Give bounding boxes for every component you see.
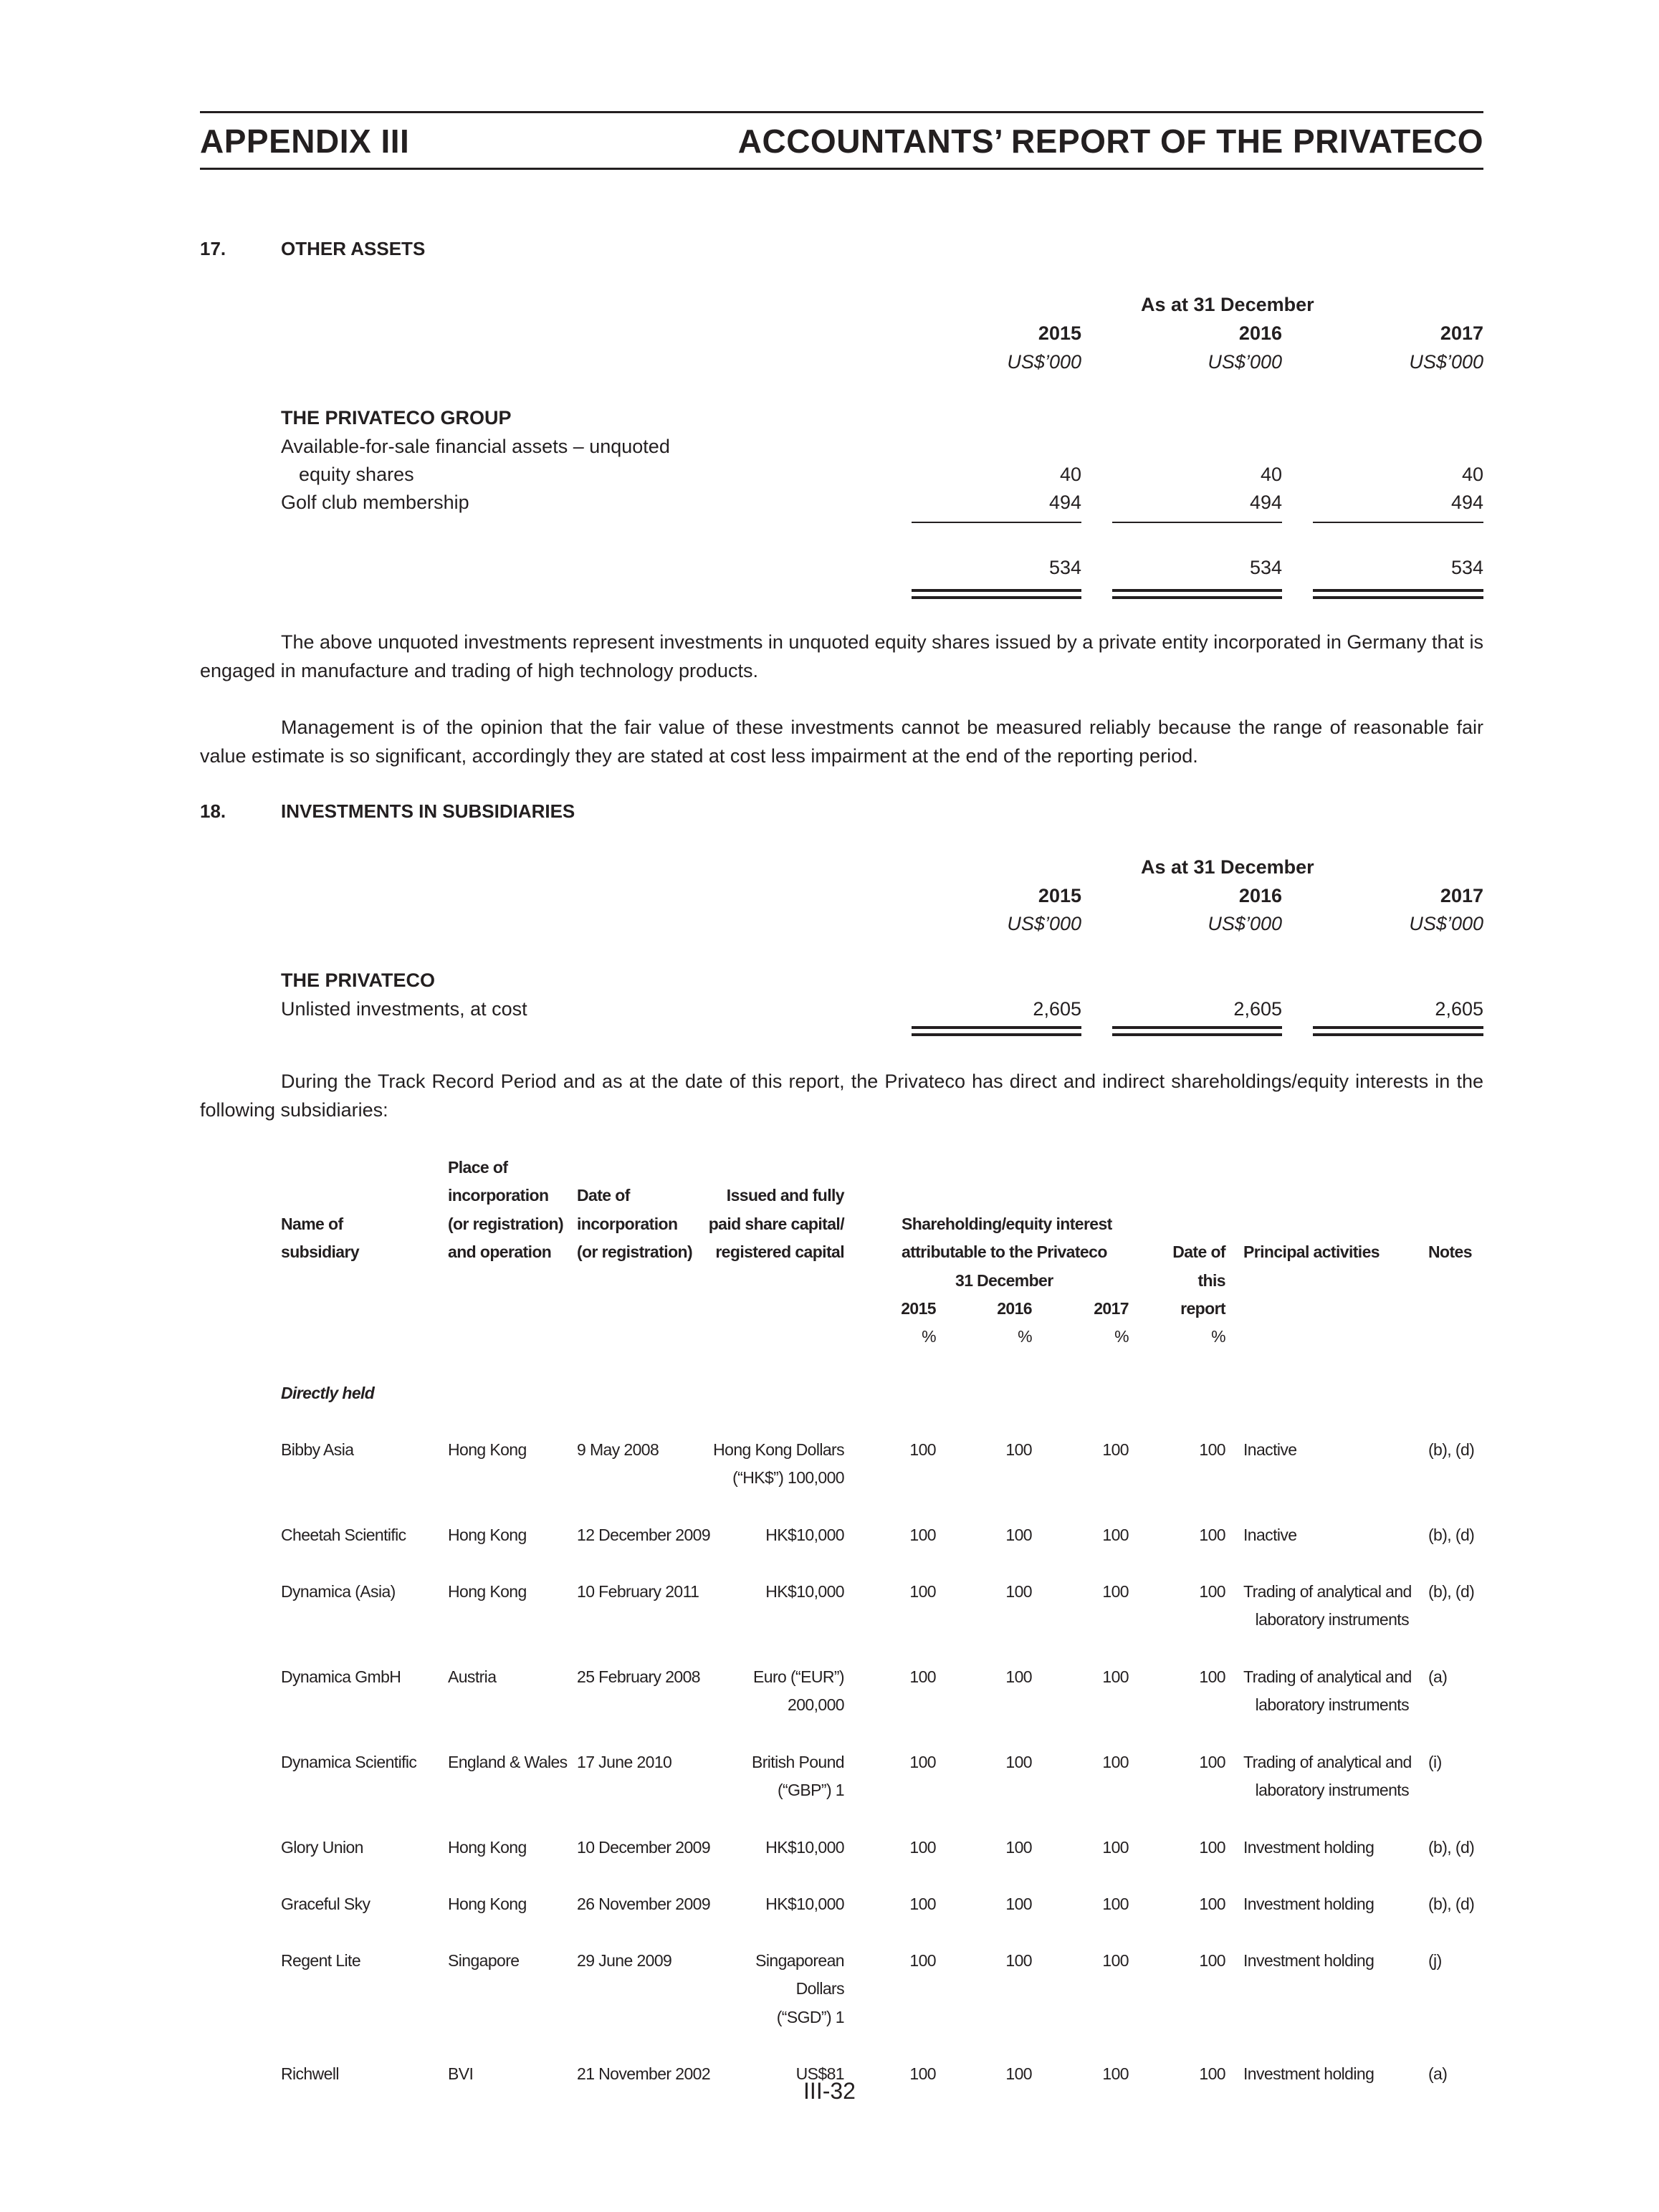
hdr-capital-2: paid share capital/ xyxy=(708,1215,844,1233)
interest-2015: 100 xyxy=(909,1582,936,1601)
pct-2016: % xyxy=(1018,1327,1032,1346)
note-18-title: INVESTMENTS IN SUBSIDIARIES xyxy=(281,800,575,822)
principal-activity: Inactive xyxy=(1243,1440,1297,1459)
place-of-incorporation: BVI xyxy=(448,2064,474,2083)
notes-ref: (b), (d) xyxy=(1428,1526,1475,1544)
interest-2015: 100 xyxy=(909,1753,936,1771)
pct-2017: % xyxy=(1114,1327,1129,1346)
incorporation-date: 17 June 2010 xyxy=(577,1753,672,1771)
principal-activity: Investment holding xyxy=(1243,1951,1374,1970)
interest-report-date: 100 xyxy=(1199,1753,1225,1771)
interest-2017: 100 xyxy=(1102,1753,1129,1771)
total-2016: 534 xyxy=(1249,557,1282,578)
interest-2016: 100 xyxy=(1005,1895,1032,1913)
place-of-incorporation: Austria xyxy=(448,1667,497,1686)
afs-2015: 40 xyxy=(1059,464,1081,485)
note-17-number: 17. xyxy=(200,238,226,259)
interest-2015: 100 xyxy=(909,1951,936,1970)
unit-2015: US$’000 xyxy=(1007,913,1081,934)
golf-2016: 494 xyxy=(1249,492,1282,513)
unlisted-label: Unlisted investments, at cost xyxy=(281,998,527,1020)
incorporation-date: 29 June 2009 xyxy=(577,1951,672,1970)
interest-report-date: 100 xyxy=(1199,1838,1225,1857)
year-2016: 2016 xyxy=(1238,885,1282,906)
interest-2016: 100 xyxy=(1005,2064,1032,2083)
note-17-paragraph-2: Management is of the opinion that the fair value of these investments cannot be measured reliably because the range of reasonable fair value estimate is so significant, accordingly they are stated at cost less impairment at the end of the reporting period. xyxy=(200,717,1483,767)
hdr-date-1: Date of xyxy=(577,1186,630,1205)
subtotal-rule xyxy=(912,522,1081,523)
principal-activity: laboratory instruments xyxy=(1255,1781,1409,1800)
notes-ref: (j) xyxy=(1428,1951,1442,1970)
group-label: THE PRIVATECO GROUP xyxy=(281,407,512,428)
place-of-incorporation: Hong Kong xyxy=(448,1838,527,1857)
issued-capital: Euro (“EUR”) xyxy=(753,1667,844,1686)
golf-2017: 494 xyxy=(1450,492,1483,513)
place-of-incorporation: Hong Kong xyxy=(448,1582,527,1601)
interest-report-date: 100 xyxy=(1199,1582,1225,1601)
subtotal-rule xyxy=(1313,522,1483,523)
notes-ref: (b), (d) xyxy=(1428,1838,1475,1857)
subsidiary-name: Glory Union xyxy=(281,1838,363,1857)
principal-activity: Investment holding xyxy=(1243,2064,1374,2083)
as-at-header: As at 31 December xyxy=(1141,856,1314,878)
issued-capital: (“SGD”) 1 xyxy=(776,2007,844,2026)
principal-activity: Investment holding xyxy=(1243,1838,1374,1857)
incorporation-date: 25 February 2008 xyxy=(577,1667,700,1686)
subsidiary-name: Richwell xyxy=(281,2064,339,2083)
principal-activity: laboratory instruments xyxy=(1255,1610,1409,1629)
interest-2016: 100 xyxy=(1005,1838,1032,1857)
hdr-activities: Principal activities xyxy=(1243,1243,1380,1261)
note-18-number: 18. xyxy=(200,800,226,822)
incorporation-date: 12 December 2009 xyxy=(577,1526,711,1544)
year-2015: 2015 xyxy=(1038,322,1081,344)
subsidiary-name: Cheetah Scientific xyxy=(281,1526,406,1544)
note-18-paragraph: During the Track Record Period and as at the date of this report, the Privateco has direct and indirect shareholdings/equity interests in the following subsidiaries: xyxy=(200,1071,1483,1121)
issued-capital: Singaporean xyxy=(755,1951,844,1970)
pct-2015: % xyxy=(922,1327,936,1346)
interest-report-date: 100 xyxy=(1199,1526,1225,1544)
subsidiary-name: Graceful Sky xyxy=(281,1895,370,1913)
interest-2015: 100 xyxy=(909,2064,936,2083)
subsidiary-name: Regent Lite xyxy=(281,1951,361,1970)
hdr-report-1: Date of xyxy=(1172,1243,1225,1261)
issued-capital: (“HK$”) 100,000 xyxy=(732,1468,844,1488)
interest-2017: 100 xyxy=(1102,1667,1129,1686)
issued-capital: HK$10,000 xyxy=(765,1895,844,1913)
year-2015: 2015 xyxy=(1038,885,1081,906)
notes-ref: (a) xyxy=(1428,1667,1448,1686)
subsidiary-name: Dynamica (Asia) xyxy=(281,1582,396,1601)
notes-ref: (b), (d) xyxy=(1428,1582,1475,1601)
notes-ref: (a) xyxy=(1428,2064,1448,2083)
interest-report-date: 100 xyxy=(1199,1951,1225,1970)
interest-report-date: 100 xyxy=(1199,1440,1225,1459)
hdr-capital-3: registered capital xyxy=(715,1243,844,1261)
note-17-title: OTHER ASSETS xyxy=(281,238,426,259)
unit-2016: US$’000 xyxy=(1208,351,1282,373)
issued-capital: Hong Kong Dollars xyxy=(713,1440,844,1459)
hdr-date-3: (or registration) xyxy=(577,1243,693,1261)
unlisted-2016: 2,605 xyxy=(1233,998,1282,1020)
issued-capital: 200,000 xyxy=(788,1695,844,1715)
directly-held-label: Directly held xyxy=(281,1384,375,1402)
interest-2017: 100 xyxy=(1102,2064,1129,2083)
hdr-place-4: and operation xyxy=(448,1243,552,1261)
interest-2017: 100 xyxy=(1102,1951,1129,1970)
hdr-notes: Notes xyxy=(1428,1243,1472,1261)
notes-ref: (b), (d) xyxy=(1428,1440,1475,1459)
hdr-interest-2: attributable to the Privateco xyxy=(902,1243,1107,1261)
incorporation-date: 21 November 2002 xyxy=(577,2064,711,2083)
hdr-interest-3: 31 December xyxy=(955,1271,1053,1290)
subsidiary-name: Dynamica GmbH xyxy=(281,1667,401,1686)
total-double-rule xyxy=(1313,589,1483,599)
place-of-incorporation: Hong Kong xyxy=(448,1440,527,1459)
unlisted-2015: 2,605 xyxy=(1033,998,1081,1020)
interest-2015: 100 xyxy=(909,1838,936,1857)
total-2017: 534 xyxy=(1450,557,1483,578)
total-double-rule xyxy=(1313,1026,1483,1036)
total-double-rule xyxy=(912,589,1081,599)
pct-report: % xyxy=(1211,1327,1225,1346)
unit-2015: US$’000 xyxy=(1007,351,1081,373)
interest-2016: 100 xyxy=(1005,1667,1032,1686)
interest-2017: 100 xyxy=(1102,1838,1129,1857)
subsidiary-name: Bibby Asia xyxy=(281,1440,354,1459)
interest-2016: 100 xyxy=(1005,1582,1032,1601)
interest-2016: 100 xyxy=(1005,1526,1032,1544)
principal-activity: Trading of analytical and xyxy=(1243,1753,1412,1771)
principal-activity: Trading of analytical and xyxy=(1243,1582,1412,1601)
principal-activity: Investment holding xyxy=(1243,1895,1374,1913)
report-title: ACCOUNTANTS’ REPORT OF THE PRIVATECO xyxy=(737,123,1483,160)
incorporation-date: 26 November 2009 xyxy=(577,1895,711,1913)
hdr-year-2017: 2017 xyxy=(1094,1299,1129,1318)
header-bottom-rule xyxy=(200,168,1483,170)
header-top-rule xyxy=(200,111,1483,113)
hdr-interest-1: Shareholding/equity interest xyxy=(902,1215,1112,1233)
interest-2016: 100 xyxy=(1005,1753,1032,1771)
issued-capital: Dollars xyxy=(795,1979,844,1998)
unlisted-2017: 2,605 xyxy=(1435,998,1483,1020)
entity-label: THE PRIVATECO xyxy=(281,969,436,991)
issued-capital: British Pound xyxy=(752,1753,844,1771)
golf-2015: 494 xyxy=(1048,492,1081,513)
year-2016: 2016 xyxy=(1238,322,1282,344)
hdr-year-2016: 2016 xyxy=(997,1299,1032,1318)
afs-2016: 40 xyxy=(1260,464,1282,485)
hdr-place-3: (or registration) xyxy=(448,1215,564,1233)
issued-capital: HK$10,000 xyxy=(765,1526,844,1544)
unit-2016: US$’000 xyxy=(1208,913,1282,934)
hdr-report-2: this xyxy=(1197,1271,1225,1290)
hdr-name-1: Name of xyxy=(281,1215,343,1233)
interest-2015: 100 xyxy=(909,1895,936,1913)
afs-2017: 40 xyxy=(1461,464,1483,485)
hdr-date-2: incorporation xyxy=(577,1215,678,1233)
interest-2015: 100 xyxy=(909,1667,936,1686)
hdr-name-2: subsidiary xyxy=(281,1243,360,1261)
place-of-incorporation: Hong Kong xyxy=(448,1895,527,1913)
issued-capital: (“GBP”) 1 xyxy=(778,1781,844,1800)
year-2017: 2017 xyxy=(1440,885,1483,906)
interest-report-date: 100 xyxy=(1199,1667,1225,1686)
hdr-capital-1: Issued and fully xyxy=(726,1186,844,1205)
as-at-header: As at 31 December xyxy=(1141,294,1314,315)
principal-activity: Trading of analytical and xyxy=(1243,1667,1412,1686)
row-afs-label-2: equity shares xyxy=(299,464,414,485)
interest-report-date: 100 xyxy=(1199,1895,1225,1913)
interest-2015: 100 xyxy=(909,1440,936,1459)
hdr-place-2: incorporation xyxy=(448,1186,549,1205)
interest-report-date: 100 xyxy=(1199,2064,1225,2083)
principal-activity: Inactive xyxy=(1243,1526,1297,1544)
page-number: III-32 xyxy=(803,2078,856,2104)
row-golf-label: Golf club membership xyxy=(281,492,469,513)
interest-2016: 100 xyxy=(1005,1440,1032,1459)
incorporation-date: 9 May 2008 xyxy=(577,1440,659,1459)
issued-capital: HK$10,000 xyxy=(765,1838,844,1857)
place-of-incorporation: England & Wales xyxy=(448,1753,568,1771)
note-17-paragraph-1: The above unquoted investments represent investments in unquoted equity shares issued by a private entity incorporated in Germany that is engaged in manufacture and trading of high technology products. xyxy=(200,631,1483,681)
principal-activity: laboratory instruments xyxy=(1255,1695,1409,1715)
total-double-rule xyxy=(1112,589,1282,599)
hdr-report-3: report xyxy=(1180,1299,1225,1318)
interest-2015: 100 xyxy=(909,1526,936,1544)
interest-2017: 100 xyxy=(1102,1582,1129,1601)
interest-2017: 100 xyxy=(1102,1526,1129,1544)
total-double-rule xyxy=(912,1026,1081,1036)
total-2015: 534 xyxy=(1048,557,1081,578)
notes-ref: (i) xyxy=(1428,1753,1442,1771)
place-of-incorporation: Hong Kong xyxy=(448,1526,527,1544)
place-of-incorporation: Singapore xyxy=(448,1951,520,1970)
subsidiary-name: Dynamica Scientific xyxy=(281,1753,417,1771)
appendix-title: APPENDIX III xyxy=(200,123,410,160)
issued-capital: HK$10,000 xyxy=(765,1582,844,1601)
issued-capital: US$81 xyxy=(795,2064,844,2083)
unit-2017: US$’000 xyxy=(1409,913,1483,934)
incorporation-date: 10 February 2011 xyxy=(577,1582,699,1601)
unit-2017: US$’000 xyxy=(1409,351,1483,373)
subtotal-rule xyxy=(1112,522,1282,523)
hdr-place-1: Place of xyxy=(448,1158,508,1177)
year-2017: 2017 xyxy=(1440,322,1483,344)
hdr-year-2015: 2015 xyxy=(901,1299,936,1318)
interest-2016: 100 xyxy=(1005,1951,1032,1970)
total-double-rule xyxy=(1112,1026,1282,1036)
notes-ref: (b), (d) xyxy=(1428,1895,1475,1913)
interest-2017: 100 xyxy=(1102,1895,1129,1913)
interest-2017: 100 xyxy=(1102,1440,1129,1459)
row-afs-label: Available-for-sale financial assets – unquoted xyxy=(281,436,670,457)
incorporation-date: 10 December 2009 xyxy=(577,1838,711,1857)
